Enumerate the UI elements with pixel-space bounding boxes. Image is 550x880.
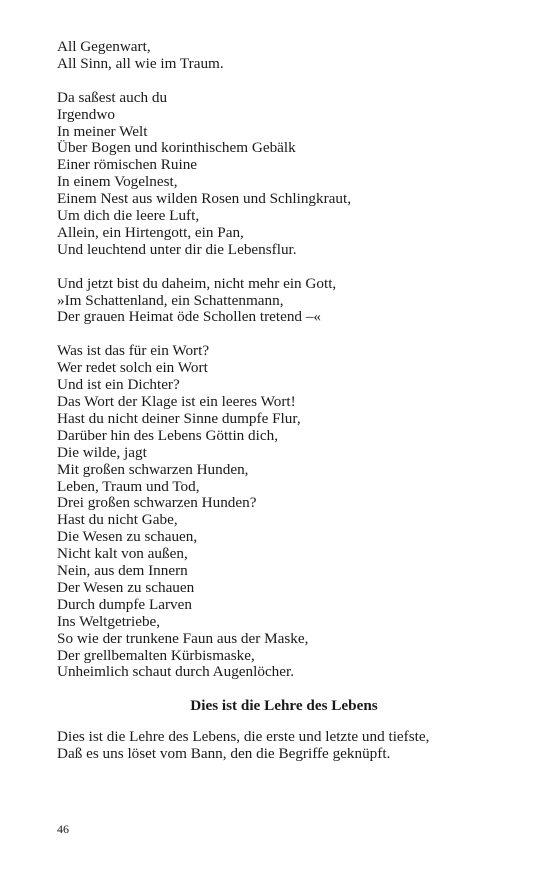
verse-line: Darüber hin des Lebens Göttin dich,: [57, 426, 279, 444]
verse-line: Um dich die leere Luft,: [57, 207, 200, 225]
verse-line: Der grauen Heimat öde Schollen tretend –«: [57, 308, 322, 326]
poem-title: Dies ist die Lehre des Lebens: [190, 697, 378, 715]
stanza-4: [57, 343, 497, 681]
verse-line: Wer redet solch ein Wort: [57, 359, 208, 377]
verse-line: Die wilde, jagt: [57, 443, 147, 461]
verse-line: Hast du nicht deiner Sinne dumpfe Flur,: [57, 409, 301, 427]
verse-line: Da saßest auch du: [57, 88, 168, 106]
verse-line: Und ist ein Dichter?: [57, 376, 180, 394]
verse-line: Nicht kalt von außen,: [57, 545, 188, 563]
stanza-1: [57, 39, 497, 73]
page-body: [57, 39, 497, 763]
verse-line: Unheimlich schaut durch Augenlöcher.: [57, 663, 295, 681]
verse-line: Ins Weltgetriebe,: [57, 612, 161, 630]
verse-line: Mit großen schwarzen Hunden,: [57, 460, 249, 478]
verse-line: Über Bogen und korinthischem Gebälk: [57, 139, 296, 157]
verse-line: Nein, aus dem Innern: [57, 562, 188, 580]
verse-line: All Gegenwart,: [57, 38, 151, 55]
verse-line: Einer römischen Ruine: [57, 156, 198, 174]
page-number: 46: [57, 822, 69, 836]
verse-line: Einem Nest aus wilden Rosen und Schlingkraut,: [57, 190, 352, 208]
verse-line: »Im Schattenland, ein Schattenmann,: [57, 291, 284, 309]
verse-line: So wie der trunkene Faun aus der Maske,: [57, 629, 309, 647]
verse-line: Drei großen schwarzen Hunden?: [57, 494, 257, 512]
verse-line: Der Wesen zu schauen: [57, 578, 195, 596]
verse-line: In meiner Welt: [57, 122, 148, 140]
final-stanza: [57, 729, 497, 763]
verse-line: Das Wort der Klage ist ein leeres Wort!: [57, 392, 296, 410]
verse-line: Daß es uns löset vom Bann, den die Begriffe geknüpft.: [57, 745, 391, 763]
verse-line: Hast du nicht Gabe,: [57, 511, 178, 529]
verse-line: Die Wesen zu schauen,: [57, 528, 198, 546]
verse-line: Durch dumpfe Larven: [57, 595, 192, 613]
verse-line: Was ist das für ein Wort?: [57, 342, 210, 360]
verse-line: All Sinn, all wie im Traum.: [57, 54, 224, 72]
verse-line: Leben, Traum und Tod,: [57, 477, 200, 495]
verse-line: In einem Vogelnest,: [57, 173, 178, 191]
verse-line: Der grellbemalten Kürbismaske,: [57, 646, 255, 664]
verse-line: Und leuchtend unter dir die Lebensflur.: [57, 240, 297, 258]
verse-line: Allein, ein Hirtengott, ein Pan,: [57, 223, 244, 241]
verse-line: Irgendwo: [57, 105, 115, 123]
stanza-2: [57, 90, 497, 259]
verse-line: Dies ist die Lehre des Lebens, die erste und letzte und tiefste,: [57, 728, 430, 746]
stanza-3: [57, 276, 497, 327]
verse-line: Und jetzt bist du daheim, nicht mehr ein Gott,: [57, 274, 337, 292]
